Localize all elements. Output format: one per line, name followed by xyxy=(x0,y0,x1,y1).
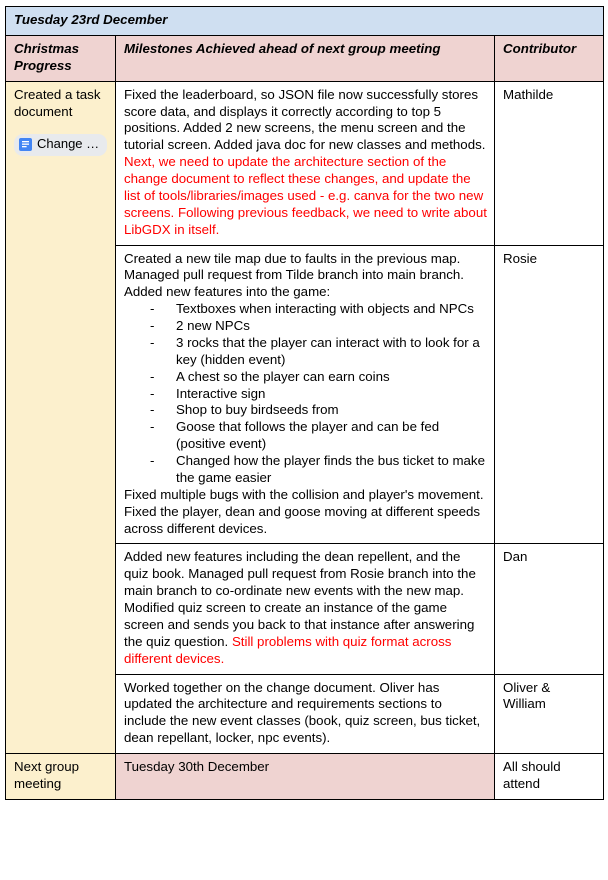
milestone-text xyxy=(124,680,487,748)
christmas-progress-cell xyxy=(6,81,116,753)
change-document-chip-label: Change … xyxy=(37,136,100,152)
list-item: - Interactive sign xyxy=(124,386,487,403)
next-meeting-contributor: All should attend xyxy=(495,754,604,800)
list-item: - 2 new NPCs xyxy=(124,318,487,335)
christmas-progress-table xyxy=(5,6,604,800)
list-item: - 3 rocks that the player can interact with to look for a key (hidden event) xyxy=(124,335,487,369)
list-item: - Changed how the player finds the bus ticket to make the game easier xyxy=(124,453,487,487)
list-item: - Goose that follows the player and can be fed (positive event) xyxy=(124,419,487,453)
milestone-text xyxy=(124,87,487,239)
milestone-cell-dan xyxy=(116,544,495,674)
contributor-dan: Dan xyxy=(495,544,604,674)
milestone-list-lead: Added new features into the game: xyxy=(124,284,331,300)
google-docs-icon xyxy=(19,138,32,151)
contributor-oliver-william: Oliver & William xyxy=(495,674,604,754)
date-banner: Tuesday 23rd December xyxy=(6,7,604,36)
milestone-text-red: Next, we need to update the architecture section of the change document to reflect these changes, and update the list of tools/libraries/images used - e.g. canva for the two new screens. Following previous feedback, we need to write about LibGDX in itself. xyxy=(124,154,487,237)
next-meeting-row xyxy=(6,754,604,800)
milestone-text-black: Added new features including the dean repellent, and the quiz book. Managed pull request from Rosie branch into the main branch to co-ordinate new events with the new map. Modified quiz screen to create an instance of the game screen and sends you back to that instance after answering the quiz question. xyxy=(124,549,476,649)
milestone-text-black: Worked together on the change document. Oliver has updated the architecture and requirements sections to include the new event classes (book, quiz screen, bus ticket, dean repellant, locker, npc events). xyxy=(124,679,481,746)
header-christmas-progress: Christmas Progress xyxy=(6,35,116,81)
date-banner-row xyxy=(6,7,604,36)
list-item: - A chest so the player can earn coins xyxy=(124,369,487,386)
list-item: - Textboxes when interacting with objects and NPCs xyxy=(124,301,487,318)
change-document-chip[interactable] xyxy=(14,134,107,156)
milestone-bullet-list xyxy=(124,301,487,487)
milestone-cell-rosie xyxy=(116,245,495,544)
next-meeting-date: Tuesday 30th December xyxy=(116,754,495,800)
table-header-row xyxy=(6,35,604,81)
milestone-text-black: Fixed the leaderboard, so JSON file now successfully stores score data, and displays it correctly according to top 5 positions. Added 2 new screens, the menu screen and the tutorial screen. Added java doc for new classes and methods. xyxy=(124,86,486,153)
contributor-rosie: Rosie xyxy=(495,245,604,544)
table-row xyxy=(6,81,604,245)
milestone-text xyxy=(124,549,487,667)
milestone-text-red: Still problems with quiz format across different devices. xyxy=(124,633,452,666)
list-item: - Shop to buy birdseeds from xyxy=(124,402,487,419)
milestone-cell-oliver-william xyxy=(116,674,495,754)
contributor-mathilde: Mathilde xyxy=(495,81,604,245)
milestone-tail: Fixed multiple bugs with the collision and player's movement. Fixed the player, dean and goose moving at different speeds across different devices. xyxy=(124,486,484,536)
next-meeting-label: Next group meeting xyxy=(6,754,116,800)
progress-title: Created a task document xyxy=(14,86,101,119)
header-contributor: Contributor xyxy=(495,35,604,81)
milestone-cell-mathilde xyxy=(116,81,495,245)
milestone-intro: Created a new tile map due to faults in the previous map. Managed pull request from Tilde branch into main branch. xyxy=(124,250,464,283)
header-milestones: Milestones Achieved ahead of next group meeting xyxy=(116,35,495,81)
